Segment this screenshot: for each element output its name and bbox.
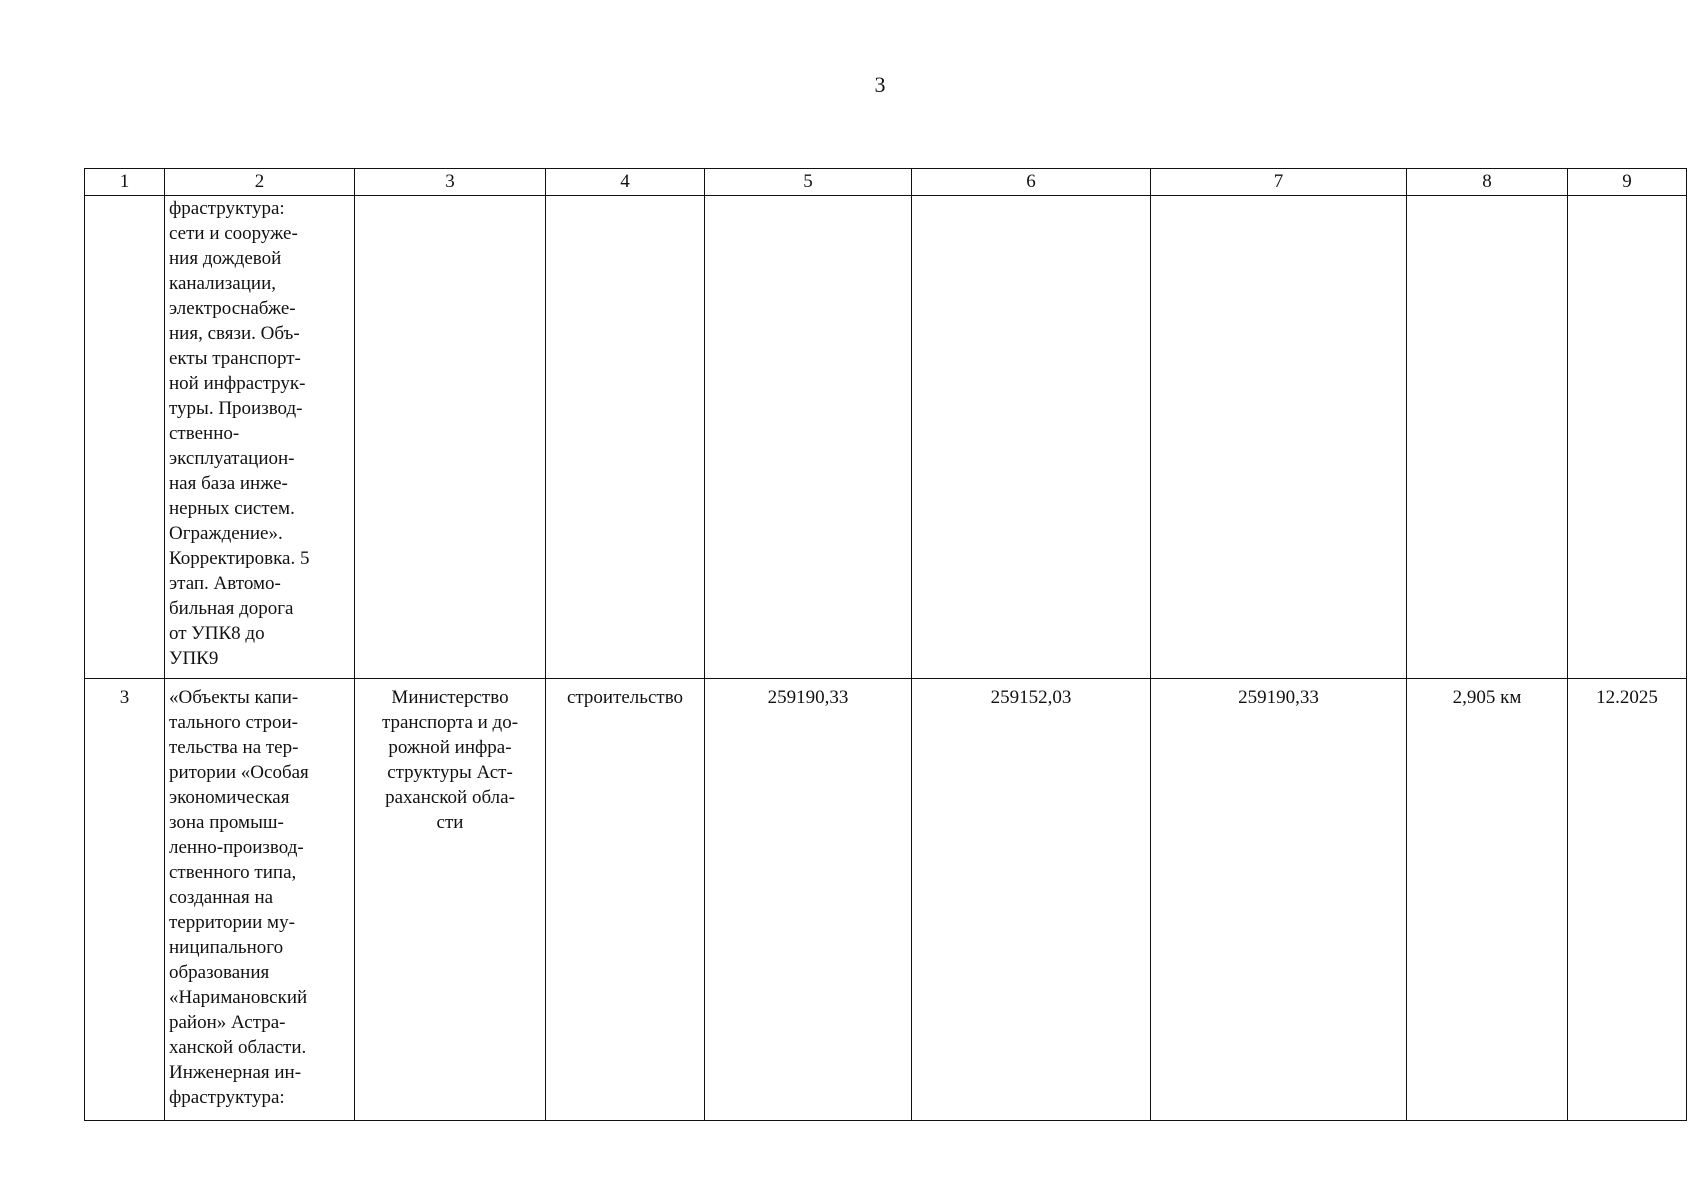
cell-work-type xyxy=(546,196,705,679)
table-header-row xyxy=(85,169,1687,196)
cell-col6 xyxy=(912,196,1151,679)
cell-organization xyxy=(355,196,546,679)
column-header-6: 6 xyxy=(912,169,1151,196)
cell-object-name: «Объекты капи- тального строи- тельства на тер- ритории «Особая экономическая зона промыш- ленно-производ- ственного типа, созданная на территории му- ниципального образования «Наримановский район» Астра- ханской области. Инженерная ин- фраструктура: xyxy=(165,679,355,1121)
cell-work-type: строительство xyxy=(546,679,705,1121)
cell-col7: 259190,33 xyxy=(1151,679,1407,1121)
page-number: 3 xyxy=(874,72,886,97)
column-header-9: 9 xyxy=(1568,169,1687,196)
column-header-1: 1 xyxy=(85,169,165,196)
data-table xyxy=(84,168,1687,1121)
column-header-8: 8 xyxy=(1407,169,1568,196)
table-row-3 xyxy=(85,679,1687,1121)
column-header-5: 5 xyxy=(705,169,912,196)
column-header-4: 4 xyxy=(546,169,705,196)
cell-number xyxy=(85,196,165,679)
table-row-continuation xyxy=(85,196,1687,679)
column-header-2: 2 xyxy=(165,169,355,196)
cell-organization: Министерство транспорта и до- рожной инфра- структуры Аст- раханской обла- сти xyxy=(355,679,546,1121)
cell-date xyxy=(1568,196,1687,679)
cell-date: 12.2025 xyxy=(1568,679,1687,1121)
cell-col5: 259190,33 xyxy=(705,679,912,1121)
cell-number: 3 xyxy=(85,679,165,1121)
column-header-7: 7 xyxy=(1151,169,1407,196)
cell-col5 xyxy=(705,196,912,679)
cell-capacity xyxy=(1407,196,1568,679)
cell-col6: 259152,03 xyxy=(912,679,1151,1121)
cell-capacity: 2,905 км xyxy=(1407,679,1568,1121)
column-header-3: 3 xyxy=(355,169,546,196)
cell-object-name: фраструктура: сети и сооруже- ния дождевой канализации, электроснабже- ния, связи. Объ- екты транспорт- ной инфраструк- туры. Производ- ственно- эксплуатацион- ная база инже- нерных систем. Ограждение». Корректировка. 5 этап. Автомо- бильная дорога от УПК8 до УПК9 xyxy=(165,196,355,679)
cell-col7 xyxy=(1151,196,1407,679)
